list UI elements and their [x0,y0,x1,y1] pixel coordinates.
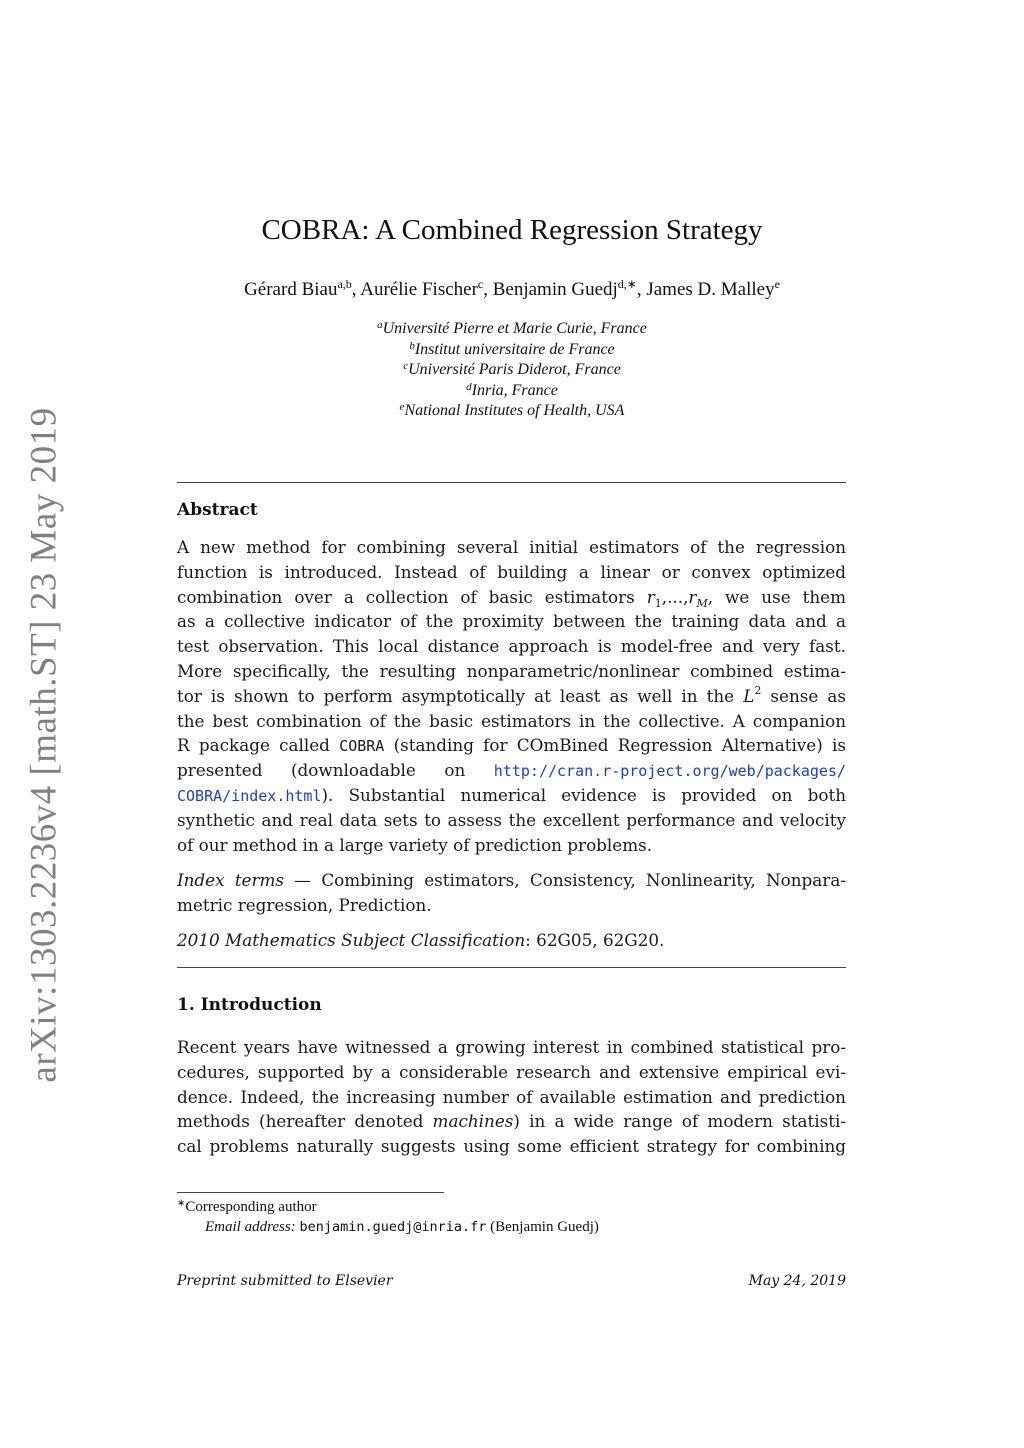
footer-preprint-note: Preprint submitted to Elsevier [177,1273,393,1289]
text-line: Index terms — Combining estimators, Consistency, Nonlinearity, Nonpara- [177,870,846,890]
text-line: R package called COBRA (standing for COmBined Regression Alternative) is [177,735,846,756]
affiliation: $^a$Université Pierre et Marie Curie, France [377,319,647,337]
abstract-bottom-rule [177,967,846,968]
msc-classification [177,928,846,953]
package-name-code: COBRA [339,737,385,756]
text-line: tor is shown to perform asymptotically at least as well in the $L^2$ sense as [177,683,846,706]
text-line: cedures, supported by a considerable research and extensive empirical evi- [177,1061,846,1082]
text-line: methods (hereafter denoted machines) in a wide range of modern statisti- [177,1111,846,1132]
footer-date: May 24, 2019 [748,1273,846,1289]
arxiv-side-stamp: arXiv:1303.2236v4 [math.ST] 23 May 2019 [23,407,65,1083]
footnotes [177,1197,599,1237]
text-line: as a collective indicator of the proximity between the training data and a [177,611,846,632]
text-line: combination over a collection of basic estimators $r_1,...,r_M$, we use them [177,586,846,610]
footnote-rule [177,1192,444,1193]
author-affil-marks: c [477,277,484,291]
text-line: presented (downloadable on http://cran.r-project.org/web/packages/ [177,760,846,781]
text-line: Recent years have witnessed a growing interest in combined statistical pro- [177,1037,846,1057]
author-affil-marks: a,b [337,277,352,291]
author-affil-marks: d,∗ [617,277,637,291]
cran-link-continued[interactable]: COBRA/index.html [177,786,322,805]
text-line: dence. Indeed, the increasing number of available estimation and prediction [177,1086,846,1107]
affiliation: $^d$Inria, France [466,380,558,399]
index-terms [177,868,846,918]
author-name: James D. Malley [646,279,775,300]
introduction-body [177,1035,846,1159]
text-line: cal problems naturally suggests using some efficient strategy for combining [177,1136,846,1157]
author-name: Benjamin Guedj [492,279,618,300]
text-line: A new method for combining several initial estimators of the regression [177,537,846,557]
text-line: More specifically, the resulting nonparametric/nonlinear combined estima- [177,660,846,681]
text-line: 2010 Mathematics Subject Classification: 62G05, 62G20. [177,930,665,950]
text-line: test observation. This local distance approach is model-free and very fast. [177,636,846,657]
text-line: synthetic and real data sets to assess the excellent performance and velocity [177,809,846,830]
author-affil-marks: e [774,277,780,291]
affiliation-list [0,319,1024,422]
text-line: function is introduced. Instead of building a linear or convex optimized [177,561,846,582]
footnote-email: Email address: benjamin.guedj@inria.fr (Benjamin Guedj) [205,1219,599,1235]
paper-title: COBRA: A Combined Regression Strategy [261,214,763,246]
email-address[interactable]: benjamin.guedj@inria.fr [299,1219,487,1235]
abstract-top-rule [177,482,846,483]
text-line: the best combination of the basic estimators in the collective. A companion [177,710,846,731]
author-name: Gérard Biau [244,279,338,300]
author-name: Aurélie Fischer [360,279,478,300]
affiliation: $^c$Université Paris Diderot, France [403,360,621,378]
affiliation: $^e$National Institutes of Health, USA [399,401,625,419]
text-line: metric regression, Prediction. [177,894,432,915]
text-line: of our method in a large variety of prediction problems. [177,834,653,855]
abstract-body [177,535,846,857]
footnote-corresponding: ∗Corresponding author [177,1198,317,1215]
text-line: COBRA/index.html). Substantial numerical evidence is provided on both [177,784,846,805]
abstract-heading: Abstract [177,500,258,520]
section-heading-introduction: 1. Introduction [177,995,322,1015]
cran-link[interactable]: http://cran.r-project.org/web/packages/ [493,762,846,781]
affiliation: $^b$Institut universitaire de France [409,339,615,358]
author-list: Gérard Biau$^{a,b}$, Aurélie Fischer$^c$, Benjamin Guedj$^{d,∗}$, James D. Malley$^e$ [244,277,780,300]
